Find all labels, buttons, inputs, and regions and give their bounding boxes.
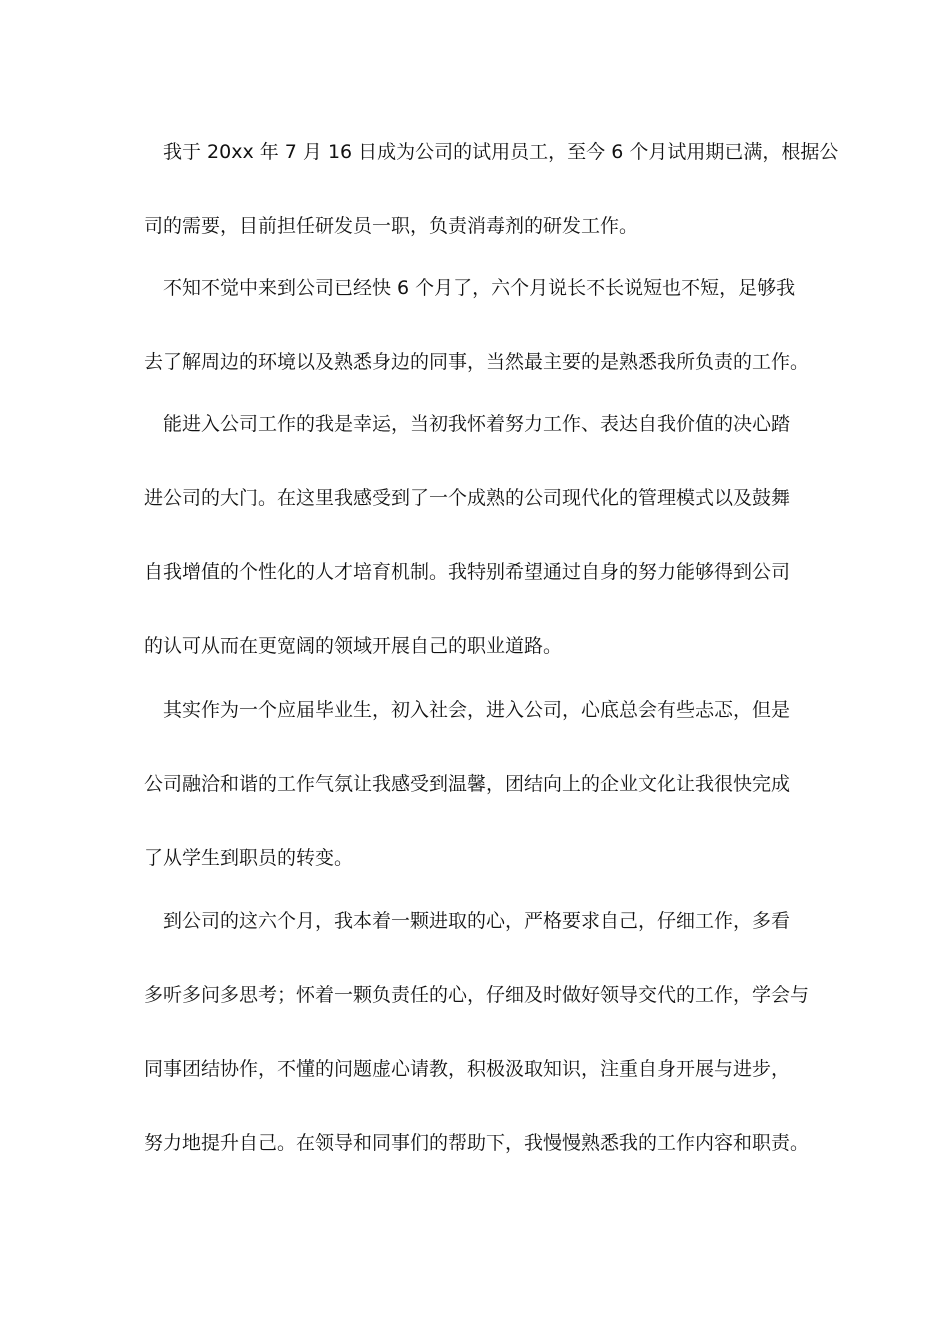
paragraph-1-line-2: 司的需要，目前担任研发员一职，负责消毒剂的研发工作。: [144, 215, 639, 237]
paragraph-1-line-1: 我于 20xx 年 7 月 16 日成为公司的试用员工，至今 6 个月试用期已满，根据公: [163, 141, 839, 163]
paragraph-5-line-1: 到公司的这六个月，我本着一颗进取的心，严格要求自己，仔细工作，多看: [163, 910, 791, 932]
paragraph-3-line-3: 自我增值的个性化的人才培育机制。我特别希望通过自身的努力能够得到公司: [144, 561, 791, 583]
paragraph-4-line-3: 了从学生到职员的转变。: [144, 847, 354, 869]
paragraph-3-line-4: 的认可从而在更宽阔的领域开展自己的职业道路。: [144, 635, 563, 657]
paragraph-2-line-1: 不知不觉中来到公司已经快 6 个月了，六个月说长不长说短也不短，足够我: [163, 277, 796, 299]
paragraph-3-line-2: 进公司的大门。在这里我感受到了一个成熟的公司现代化的管理模式以及鼓舞: [144, 487, 791, 509]
paragraph-3-line-1: 能进入公司工作的我是幸运，当初我怀着努力工作、表达自我价值的决心踏: [163, 413, 791, 435]
paragraph-5-line-3: 同事团结协作，不懂的问题虚心请教，积极汲取知识，注重自身开展与进步，: [144, 1058, 791, 1080]
paragraph-4-line-1: 其实作为一个应届毕业生，初入社会，进入公司，心底总会有些忐忑，但是: [163, 699, 791, 721]
paragraph-5-line-4: 努力地提升自己。在领导和同事们的帮助下，我慢慢熟悉我的工作内容和职责。: [144, 1132, 810, 1154]
paragraph-4-line-2: 公司融洽和谐的工作气氛让我感受到温馨，团结向上的企业文化让我很快完成: [144, 773, 791, 795]
paragraph-2-line-2: 去了解周边的环境以及熟悉身边的同事，当然最主要的是熟悉我所负责的工作。: [144, 351, 810, 373]
paragraph-5-line-2: 多听多问多思考；怀着一颗负责任的心，仔细及时做好领导交代的工作，学会与: [144, 984, 810, 1006]
